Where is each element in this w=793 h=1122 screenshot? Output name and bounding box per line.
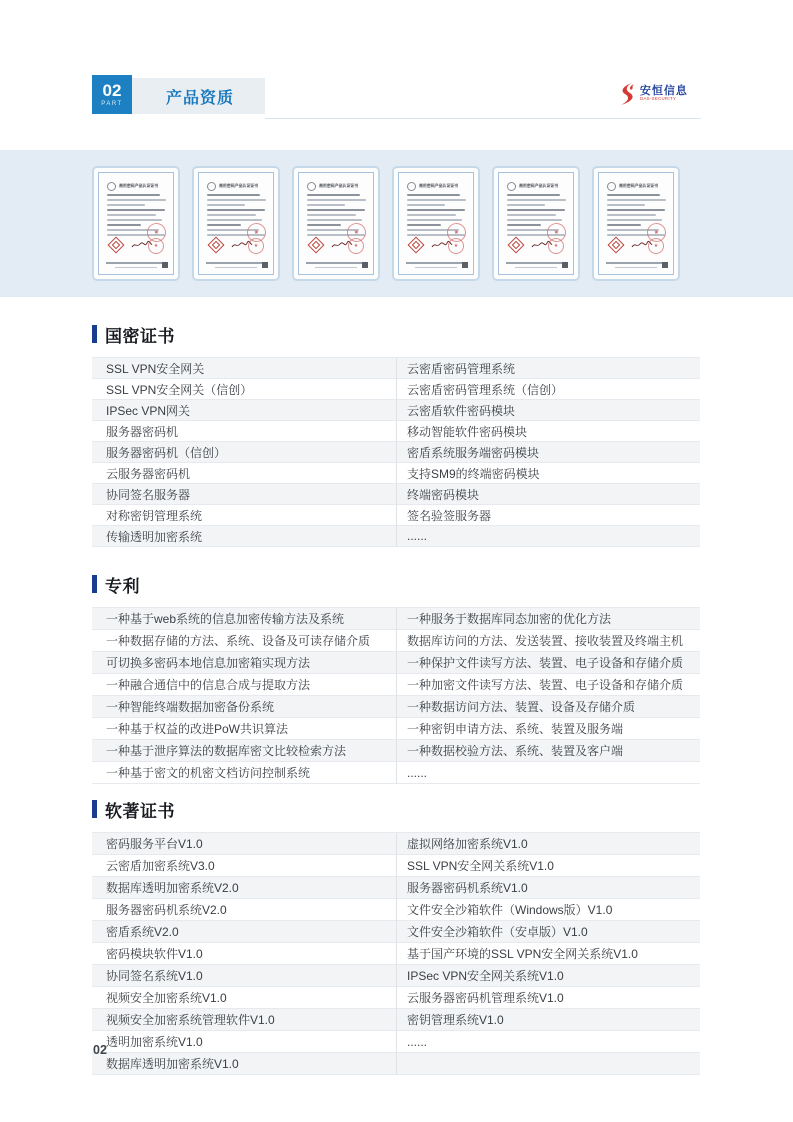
table-cell: 服务器密码机（信创） xyxy=(106,445,227,460)
issuer-text-line xyxy=(306,262,365,264)
certificate-text-line xyxy=(407,209,465,211)
table-cell: 密盾系统V2.0 xyxy=(106,925,179,939)
certificate-text-line xyxy=(307,209,365,211)
certificate-thumbnail xyxy=(192,166,280,281)
qr-code-icon xyxy=(562,262,568,268)
content-section xyxy=(92,323,700,547)
certificate-row xyxy=(92,166,680,281)
table-cell: 签名验签服务器 xyxy=(407,508,492,523)
certificate-text-line xyxy=(607,224,641,226)
table-cell: ...... xyxy=(407,529,428,543)
table-row xyxy=(92,899,700,921)
certificate-text-line xyxy=(207,214,256,216)
table-cell: 视频安全加密系统V1.0 xyxy=(106,991,227,1005)
table-row xyxy=(92,833,700,855)
table-cell: IPSec VPN网关 xyxy=(106,403,191,418)
table-row xyxy=(92,421,700,442)
issuer-text-line xyxy=(215,267,256,268)
table-cell: 云密盾密码管理系统（信创） xyxy=(407,382,564,397)
certificate-title: 商用密码产品认证证书 xyxy=(219,184,259,189)
red-diamond-seal-icon xyxy=(608,237,625,254)
logo-tagline: DAS-SECURITY xyxy=(639,96,676,101)
red-stamp-icon: ★ xyxy=(545,221,568,244)
section-header xyxy=(92,323,700,345)
certificate-text-line xyxy=(607,219,662,221)
page-number: 02 xyxy=(93,1043,107,1057)
table-cell: 服务器密码机 xyxy=(106,424,179,439)
table-cell: 密码模块软件V1.0 xyxy=(106,947,203,961)
table-cell: 云密盾软件密码模块 xyxy=(407,403,516,418)
page-title: 产品资质 xyxy=(166,89,235,107)
table-cell: 基于国产环境的SSL VPN安全网关系统V1.0 xyxy=(407,947,638,961)
red-stamp-icon: ★ xyxy=(448,238,464,254)
certificate-text-line xyxy=(107,219,162,221)
certificate-frame xyxy=(398,172,474,275)
table-cell: 透明加密系统V1.0 xyxy=(106,1035,203,1049)
certificate-frame xyxy=(98,172,174,275)
red-stamp-icon: ★ xyxy=(248,238,264,254)
table-cell: 云服务器密码机 xyxy=(106,466,191,481)
section-title: 专利 xyxy=(105,576,140,596)
certificate-text-line xyxy=(407,199,466,201)
red-stamp-icon: ★ xyxy=(645,221,668,244)
table-row xyxy=(92,921,700,943)
issuer-text-line xyxy=(106,262,165,264)
table-cell: 一种融合通信中的信息合成与提取方法 xyxy=(106,678,311,692)
certificate-text-line xyxy=(107,204,145,206)
section-title: 国密证书 xyxy=(105,326,175,346)
table-cell: IPSec VPN安全网关系统V1.0 xyxy=(407,969,564,983)
red-stamp-icon: ★ xyxy=(548,238,564,254)
table-cell: 数据库透明加密系统V2.0 xyxy=(106,881,239,895)
table-cell: 一种保护文件读写方法、装置、电子设备和存储介质 xyxy=(407,656,684,670)
table-cell: 一种基于泄序算法的数据库密文比较检索方法 xyxy=(106,744,347,758)
section-header xyxy=(92,573,700,595)
certificate-text-line xyxy=(407,224,441,226)
logo-brand-text: 安恒信息 xyxy=(639,84,688,97)
table-cell: 云密盾加密系统V3.0 xyxy=(106,859,215,873)
certificate-text-line xyxy=(107,224,141,226)
table-row xyxy=(92,1053,700,1075)
qr-code-icon xyxy=(262,262,268,268)
two-column-table xyxy=(92,832,700,1075)
table-cell: 对称密钥管理系统 xyxy=(106,508,203,523)
certificate-text-line xyxy=(207,204,245,206)
section-header xyxy=(92,798,700,820)
certificate-frame xyxy=(498,172,574,275)
certificate-text-line xyxy=(407,194,460,196)
red-stamp-icon: ★ xyxy=(145,221,168,244)
red-stamp-icon: ★ xyxy=(348,238,364,254)
certificate-text-line xyxy=(407,214,456,216)
certificate-text-line xyxy=(307,204,345,206)
issuer-text-line xyxy=(506,262,565,264)
red-stamp-icon: ★ xyxy=(245,221,268,244)
accent-bar xyxy=(92,325,97,343)
issuer-text-line xyxy=(606,262,665,264)
table-row xyxy=(92,463,700,484)
table-cell: 一种数据校验方法、系统、装置及客户端 xyxy=(407,744,624,758)
certificate-header xyxy=(507,181,567,191)
table-row xyxy=(92,696,700,718)
content-section xyxy=(92,798,700,1075)
issuer-text-line xyxy=(415,267,456,268)
table-cell: ...... xyxy=(407,1034,428,1049)
table-row xyxy=(92,652,700,674)
certification-mark-icon xyxy=(207,182,216,191)
certificate-text-line xyxy=(307,219,362,221)
table-row xyxy=(92,505,700,526)
certificate-header xyxy=(207,181,267,191)
certificates-band xyxy=(0,150,793,297)
red-diamond-seal-icon xyxy=(508,237,525,254)
table-cell: SSL VPN安全网关系统V1.0 xyxy=(407,859,554,873)
table-cell: 协同签名服务器 xyxy=(106,487,191,502)
table-row xyxy=(92,1009,700,1031)
table-row xyxy=(92,608,700,630)
table-cell: 云密盾密码管理系统 xyxy=(407,361,516,376)
issuer-text-line xyxy=(406,262,465,264)
table-row xyxy=(92,484,700,505)
certificate-header xyxy=(607,181,667,191)
certification-mark-icon xyxy=(307,182,316,191)
certificate-text-line xyxy=(507,214,556,216)
certificate-thumbnail xyxy=(492,166,580,281)
red-stamp-icon: ★ xyxy=(648,238,664,254)
table-cell: 视频安全加密系统管理软件V1.0 xyxy=(106,1013,275,1027)
table-row xyxy=(92,943,700,965)
certificate-thumbnail xyxy=(392,166,480,281)
page-header xyxy=(92,75,701,119)
accent-bar xyxy=(92,800,97,818)
certificate-header xyxy=(407,181,467,191)
table-cell: 服务器密码机系统V1.0 xyxy=(407,881,528,895)
section-title-bar xyxy=(132,78,265,114)
section-title: 软著证书 xyxy=(105,801,175,821)
certificate-text-line xyxy=(507,219,562,221)
certificate-thumbnail xyxy=(292,166,380,281)
qr-code-icon xyxy=(462,262,468,268)
table-cell xyxy=(396,1053,700,1074)
certificate-text-line xyxy=(207,224,241,226)
certification-mark-icon xyxy=(607,182,616,191)
table-cell: 虚拟网络加密系统V1.0 xyxy=(407,837,528,851)
red-stamp-icon: ★ xyxy=(148,238,164,254)
certificate-text-line xyxy=(207,199,266,201)
certificate-text-line xyxy=(507,199,566,201)
table-cell: 云服务器密码机管理系统V1.0 xyxy=(407,991,564,1005)
table-row xyxy=(92,400,700,421)
certificate-text-line xyxy=(107,199,166,201)
table-cell: 一种服务于数据库同态加密的优化方法 xyxy=(407,612,612,626)
table-cell: 服务器密码机系统V2.0 xyxy=(106,903,227,917)
two-column-table xyxy=(92,607,700,784)
certificate-text-line xyxy=(107,209,165,211)
content-section xyxy=(92,573,700,784)
issuer-text-line xyxy=(206,262,265,264)
certificate-text-line xyxy=(507,224,541,226)
qr-code-icon xyxy=(162,262,168,268)
certificate-thumbnail xyxy=(92,166,180,281)
certificate-header xyxy=(107,181,167,191)
certificate-title: 商用密码产品认证证书 xyxy=(619,184,659,189)
certificate-text-line xyxy=(207,194,260,196)
table-cell: 密钥管理系统V1.0 xyxy=(407,1013,504,1027)
certificate-text-line xyxy=(507,209,565,211)
table-cell: 传输透明加密系统 xyxy=(106,529,203,544)
red-diamond-seal-icon xyxy=(208,237,225,254)
certificate-text-line xyxy=(107,194,160,196)
certificate-text-line xyxy=(307,199,366,201)
issuer-text-line xyxy=(515,267,556,268)
certificate-text-line xyxy=(307,214,356,216)
logo-swoosh-icon xyxy=(617,82,637,106)
table-row xyxy=(92,674,700,696)
certificate-frame xyxy=(598,172,674,275)
certificate-text-line xyxy=(207,209,265,211)
table-cell: ...... xyxy=(407,765,428,780)
table-row xyxy=(92,442,700,463)
part-number-badge xyxy=(92,75,132,114)
table-row xyxy=(92,379,700,400)
qr-code-icon xyxy=(662,262,668,268)
table-cell: 终端密码模块 xyxy=(407,487,480,502)
certification-mark-icon xyxy=(107,182,116,191)
logo-text-block xyxy=(640,85,698,104)
red-diamond-seal-icon xyxy=(408,237,425,254)
content-sections xyxy=(92,297,700,1075)
certificate-header xyxy=(307,181,367,191)
table-cell: 密码服务平台V1.0 xyxy=(106,837,203,851)
red-diamond-seal-icon xyxy=(308,237,325,254)
certificate-frame xyxy=(198,172,274,275)
company-logo xyxy=(617,82,698,106)
certificate-text-line xyxy=(407,204,445,206)
certificate-text-line xyxy=(307,194,360,196)
certificate-text-line xyxy=(507,194,560,196)
table-row xyxy=(92,630,700,652)
certificate-thumbnail xyxy=(592,166,680,281)
table-cell: 密盾系统服务端密码模块 xyxy=(407,445,540,460)
certificate-text-line xyxy=(607,199,666,201)
certificate-title: 商用密码产品认证证书 xyxy=(519,184,559,189)
table-row xyxy=(92,740,700,762)
table-row xyxy=(92,877,700,899)
table-cell: 文件安全沙箱软件（Windows版）V1.0 xyxy=(407,903,613,917)
certificate-title: 商用密码产品认证证书 xyxy=(419,184,459,189)
certificate-text-line xyxy=(607,194,660,196)
issuer-text-line xyxy=(115,267,156,268)
part-number: 02 xyxy=(102,81,122,100)
certificate-text-line xyxy=(207,219,262,221)
header-divider xyxy=(265,118,701,119)
certification-mark-icon xyxy=(507,182,516,191)
table-row xyxy=(92,1031,700,1053)
certificate-title: 商用密码产品认证证书 xyxy=(119,184,159,189)
table-cell: 一种基于密文的机密文档访问控制系统 xyxy=(106,766,311,780)
table-cell: 支持SM9的终端密码模块 xyxy=(407,466,540,481)
table-cell: 一种数据访问方法、装置、设备及存储介质 xyxy=(407,700,636,714)
issuer-text-line xyxy=(615,267,656,268)
certificate-frame xyxy=(298,172,374,275)
red-stamp-icon: ★ xyxy=(345,221,368,244)
table-cell: 一种基于web系统的信息加密传输方法及系统 xyxy=(106,612,345,626)
table-cell: 移动智能软件密码模块 xyxy=(407,424,528,439)
table-cell: 一种基于权益的改进PoW共识算法 xyxy=(106,722,289,736)
table-cell: 一种智能终端数据加密备份系统 xyxy=(106,700,275,714)
certificate-text-line xyxy=(507,204,545,206)
certificate-text-line xyxy=(607,214,656,216)
red-stamp-icon: ★ xyxy=(445,221,468,244)
table-cell: SSL VPN安全网关（信创） xyxy=(106,382,253,397)
table-row xyxy=(92,965,700,987)
table-cell: SSL VPN安全网关 xyxy=(106,361,205,376)
certificate-text-line xyxy=(607,204,645,206)
certificate-text-line xyxy=(107,214,156,216)
accent-bar xyxy=(92,575,97,593)
table-cell: 数据库透明加密系统V1.0 xyxy=(106,1057,239,1071)
table-row xyxy=(92,358,700,379)
table-row xyxy=(92,855,700,877)
issuer-text-line xyxy=(315,267,356,268)
red-diamond-seal-icon xyxy=(108,237,125,254)
table-row xyxy=(92,987,700,1009)
two-column-table xyxy=(92,357,700,547)
table-cell: 一种数据存储的方法、系统、设备及可读存储介质 xyxy=(106,634,371,648)
table-cell: 一种密钥申请方法、系统、装置及服务端 xyxy=(407,722,624,736)
table-cell: 数据库访问的方法、发送装置、接收装置及终端主机 xyxy=(407,634,684,648)
qr-code-icon xyxy=(362,262,368,268)
certificate-text-line xyxy=(307,224,341,226)
certification-mark-icon xyxy=(407,182,416,191)
table-row xyxy=(92,762,700,784)
certificate-text-line xyxy=(607,209,665,211)
table-row xyxy=(92,718,700,740)
certificate-title: 商用密码产品认证证书 xyxy=(319,184,359,189)
table-cell: 文件安全沙箱软件（安卓版）V1.0 xyxy=(407,925,588,939)
table-cell: 一种加密文件读写方法、装置、电子设备和存储介质 xyxy=(407,678,684,692)
part-label: PART xyxy=(101,101,123,107)
table-row xyxy=(92,526,700,547)
table-cell: 可切换多密码本地信息加密箱实现方法 xyxy=(106,656,311,670)
table-cell: 协同签名系统V1.0 xyxy=(106,969,203,983)
certificate-text-line xyxy=(407,219,462,221)
